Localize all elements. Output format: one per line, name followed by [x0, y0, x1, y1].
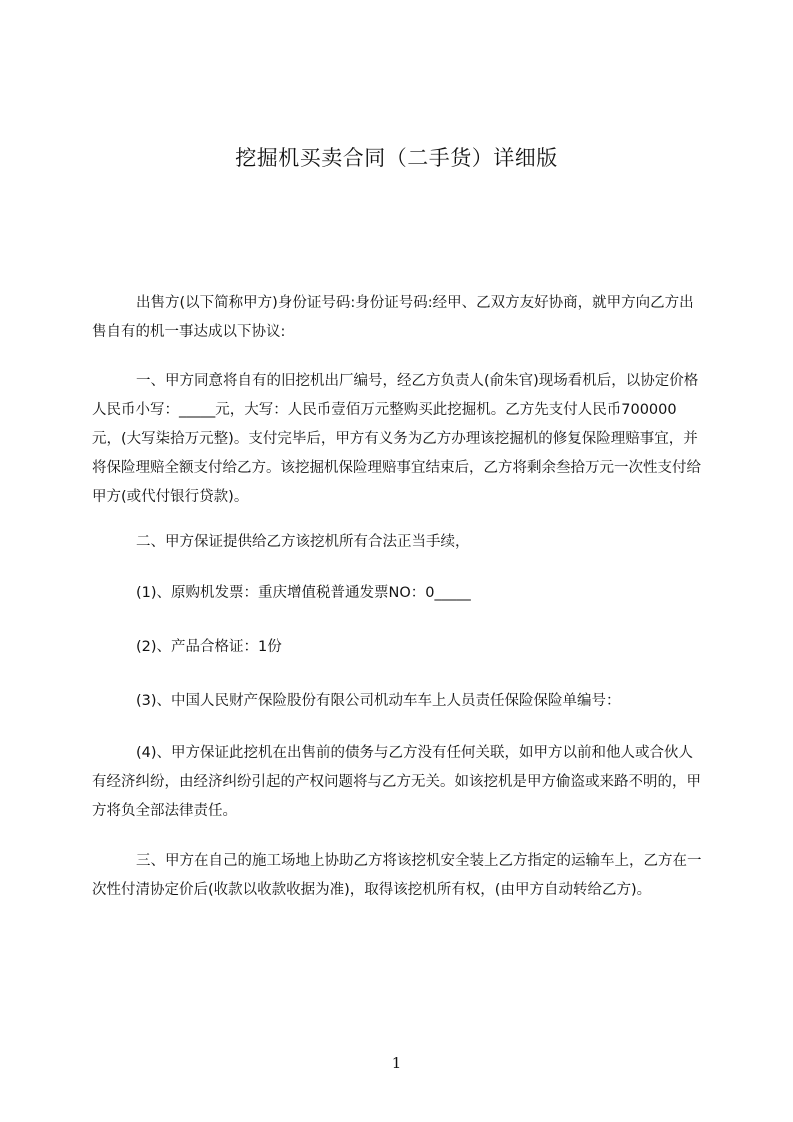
- clause-one-paragraph: 一、甲方同意将自有的旧挖机出厂编号，经乙方负责人(俞朱官)现场看机后，以协定价格人民币小写：_____元，大写：人民币壹佰万元整购买此挖掘机。乙方先支付人民币700000元，(大写柒拾万元整)。支付完毕后，甲方有义务为乙方办理该挖掘机的修复保险理赔事宜，并将保险理赔全额支付给乙方。该挖掘机保险理赔事宜结束后，乙方将剩余叁拾万元一次性支付给甲方(或代付银行贷款)。: [92, 373, 701, 505]
- item-3-insurance: (3)、中国人民财产保险股份有限公司机动车车上人员责任保险保险单编号：: [136, 693, 621, 709]
- clause-three-paragraph: 三、甲方在自己的施工场地上协助乙方将该挖机安全装上乙方指定的运输车上，乙方在一次性付清协定价后(收款以收款收据为准)，取得该挖机所有权，(由甲方自动转给乙方)。: [92, 853, 702, 898]
- document-title: 挖掘机买卖合同（二手货）详细版: [235, 146, 558, 170]
- clause-two-paragraph: 二、甲方保证提供给乙方该挖机所有合法正当手续，: [136, 534, 470, 550]
- item-2-certificate: (2)、产品合格证：1份: [136, 639, 282, 655]
- item-1-invoice: (1)、原购机发票：重庆增值税普通发票NO：0_____: [136, 585, 471, 601]
- intro-paragraph: 出售方(以下简称甲方)身份证号码:身份证号码:经甲、乙双方友好协商，就甲方向乙方出售自有的机一事达成以下协议:: [92, 295, 694, 340]
- item-4-guarantee: (4)、甲方保证此挖机在出售前的债务与乙方没有任何关联，如甲方以前和他人或合伙人有经济纠纷，由经济纠纷引起的产权问题将与乙方无关。如该挖机是甲方偷盗或来路不明的，甲方将负全部法律责任。: [92, 745, 701, 819]
- page-number: 1: [391, 1054, 402, 1072]
